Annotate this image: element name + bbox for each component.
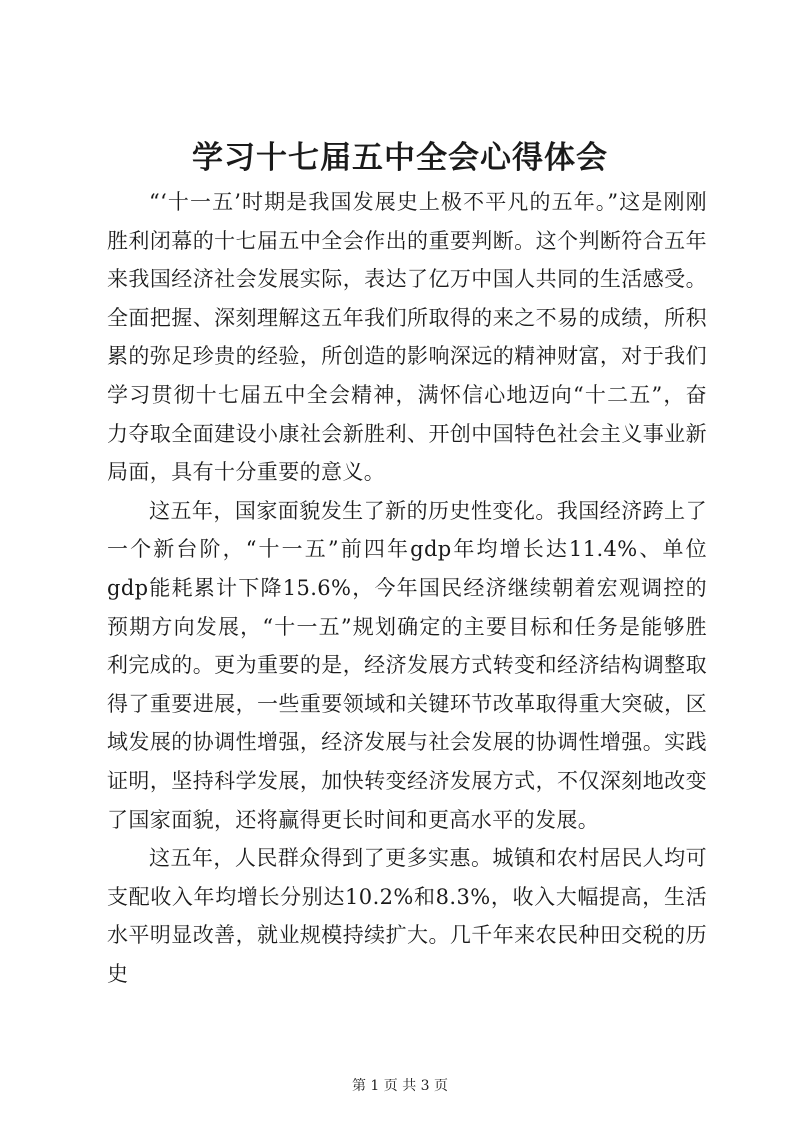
document-body [107, 183, 707, 993]
paragraph-3: 这五年，人民群众得到了更多实惠。城镇和农村居民人均可支配收入年均增长分别达10.2%和8.3%，收入大幅提高，生活水平明显改善，就业规模持续扩大。几千年来农民种田交税的历史 [107, 846, 707, 986]
page-footer: 第 1 页 共 3 页 [351, 1078, 449, 1094]
paragraph-2: 这五年，国家面貌发生了新的历史性变化。我国经济跨上了一个新台阶，“十一五”前四年gdp年均增长达11.4%、单位gdp能耗累计下降15.6%，今年国民经济继续朝着宏观调控的预期方向发展，“十一五”规划确定的主要目标和任务是能够胜利完成的。更为重要的是，经济发展方式转变和经济结构调整取得了重要进展，一些重要领域和关键环节改革取得重大突破，区域发展的协调性增强，经济发展与社会发展的协调性增强。实践证明，坚持科学发展，加快转变经济发展方式，不仅深刻地改变了国家面貌，还将赢得更长时间和更高水平的发展。 [107, 498, 707, 832]
paragraph-1: “‘十一五’时期是我国发展史上极不平凡的五年。”这是刚刚胜利闭幕的十七届五中全会作出的重要判断。这个判断符合五年来我国经济社会发展实际，表达了亿万中国人共同的生活感受。全面把握、深刻理解这五年我们所取得的来之不易的成绩，所积累的弥足珍贵的经验，所创造的影响深远的精神财富，对于我们学习贯彻十七届五中全会精神，满怀信心地迈向“十二五”，奋力夺取全面建设小康社会新胜利、开创中国特色社会主义事业新局面，具有十分重要的意义。 [107, 190, 707, 485]
document-title: 学习十七届五中全会心得体会 [192, 140, 608, 176]
